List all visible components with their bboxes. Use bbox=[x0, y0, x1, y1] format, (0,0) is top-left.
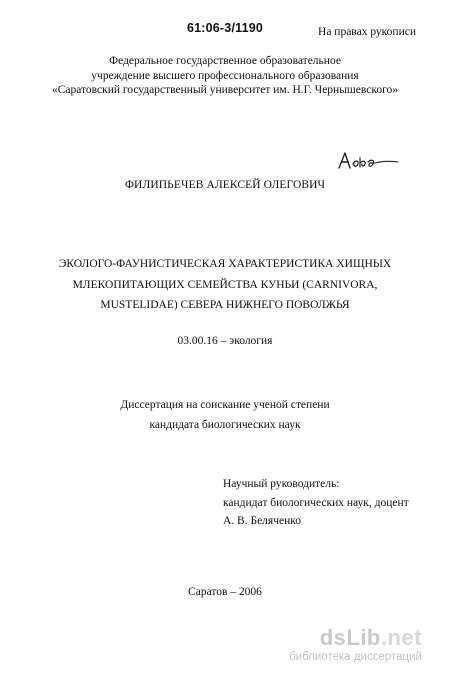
supervisor-degree: кандидат биологических наук, доцент bbox=[223, 496, 409, 509]
watermark-logo bbox=[320, 625, 422, 651]
supervisor-name: А. В. Беляченко bbox=[223, 515, 302, 527]
watermark-logo-tld: .net bbox=[380, 625, 422, 650]
supervisor-label: Научный руководитель: bbox=[223, 478, 340, 490]
watermark-logo-main: dsLib bbox=[319, 625, 381, 650]
institution-line-2: учреждение высшего профессионального образования bbox=[91, 69, 359, 82]
degree-statement bbox=[0, 395, 450, 435]
archive-code: 61:06-3/1190 bbox=[186, 21, 264, 35]
dissertation-title bbox=[58, 254, 392, 316]
degree-line-1: Диссертация на соискание ученой степени bbox=[120, 399, 330, 411]
supervisor-block bbox=[223, 475, 409, 531]
institution-line-3: «Саратовский государственный университет им. Н.Г. Чернышевского» bbox=[51, 84, 399, 96]
handwritten-signature bbox=[336, 148, 400, 174]
title-line-2: МЛЕКОПИТАЮЩИХ СЕМЕЙСТВА КУНЬИ (CARNIVORA, bbox=[72, 278, 378, 291]
city-year: Саратов – 2006 bbox=[188, 586, 262, 598]
institution-line-1: Федеральное государственное образовательное bbox=[109, 55, 341, 67]
title-line-1: ЭКОЛОГО-ФАУНИСТИЧЕСКАЯ ХАРАКТЕРИСТИКА ХИЩНЫХ bbox=[58, 258, 392, 270]
institution-block bbox=[0, 54, 450, 98]
title-line-3: MUSTELIDAE) СЕВЕРА НИЖНЕГО ПОВОЛЖЬЯ bbox=[100, 299, 350, 311]
rights-note: На правах рукописи bbox=[318, 26, 416, 38]
author-name: ФИЛИПЬЕЧЕВ АЛЕКСЕЙ ОЛЕГОВИЧ bbox=[124, 179, 326, 191]
degree-line-2: кандидата биологических наук bbox=[149, 419, 301, 431]
specialty: 03.00.16 – экология bbox=[177, 335, 273, 347]
watermark-subtitle: библиотека диссертаций bbox=[289, 651, 422, 663]
